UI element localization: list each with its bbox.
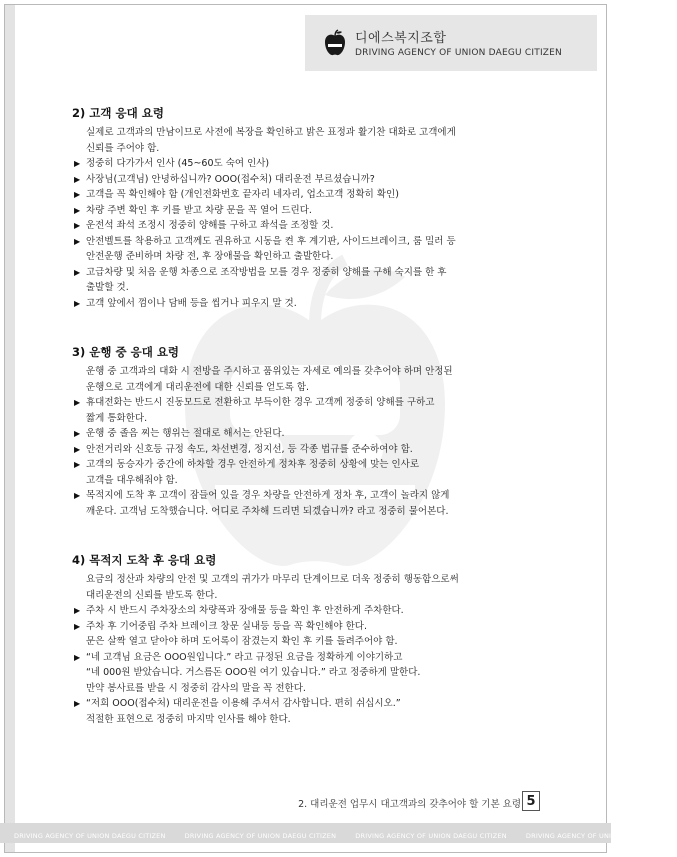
- footer-band-text: DRIVING AGENCY OF UNION DAEGU CITIZEN: [184, 832, 337, 840]
- arrow-bullet-icon: ▶: [74, 205, 81, 215]
- intro-line: 신뢰를 주어야 함.: [86, 142, 160, 154]
- item-line: 목적지에 도착 후 고객이 잠들어 있을 경우 차량을 안전하게 정차 후, 고객이 놀라지 않게: [86, 490, 450, 501]
- item-line: 안전거리와 신호등 규정 속도, 차선변경, 정지선, 등 각종 법규를 준수하여야 함.: [86, 443, 413, 455]
- footer-band-text: DRIVING AGENCY OF UNION DAEGU CITIZEN: [525, 832, 677, 840]
- bullet-list: [72, 395, 542, 519]
- item-line: 운전석 좌석 조정시 정중히 양해를 구하고 좌석을 조정할 것.: [86, 220, 334, 231]
- arrow-bullet-icon: ▶: [74, 652, 81, 662]
- item-line: 주차 후 기어중립 주차 브레이크 창문 실내등 등을 꼭 확인해야 한다.: [86, 620, 367, 632]
- section-title: 3) 운행 중 응대 요령: [72, 345, 180, 359]
- arrow-bullet-icon: ▶: [74, 398, 81, 407]
- arrow-bullet-icon: ▶: [74, 174, 81, 184]
- intro-line: 대리운전의 신뢰를 받도록 한다.: [86, 589, 218, 601]
- list-item: [72, 156, 542, 172]
- item-line: 짧게 통화한다.: [86, 412, 148, 424]
- footer-band-text: DRIVING AGENCY OF UNION DAEGU CITIZEN: [355, 832, 507, 840]
- arrow-bullet-icon: ▶: [74, 236, 81, 246]
- arrow-bullet-icon: ▶: [74, 298, 81, 308]
- section-at-destination: [72, 553, 542, 727]
- list-item: [72, 395, 542, 426]
- org-name-english: DRIVING AGENCY OF UNION DAEGU CITIZEN: [355, 48, 562, 58]
- item-line: 정중히 다가가서 인사 (45~60도 숙여 인사): [86, 158, 270, 169]
- footer-band: [0, 823, 677, 843]
- header-band: [305, 15, 597, 71]
- document-body: [72, 106, 542, 761]
- section-intro: [72, 125, 542, 156]
- arrow-bullet-icon: ▶: [74, 606, 81, 615]
- item-line: 차량 주변 확인 후 키를 받고 차량 문을 꼭 열어 드린다.: [86, 204, 312, 216]
- list-item: [72, 296, 542, 312]
- item-line: 고객을 꼭 확인해야 함 (개인전화번호 끝자리 네자리, 업소고객 정확히 확인): [86, 189, 399, 200]
- item-line: 주차 시 반드시 주차장소의 차량폭과 장애물 등을 확인 후 안전하게 주차한다.: [86, 605, 404, 616]
- list-item: [72, 696, 542, 727]
- list-item: [72, 203, 542, 219]
- list-item: [72, 488, 542, 519]
- arrow-bullet-icon: ▶: [74, 491, 81, 500]
- arrow-bullet-icon: ▶: [74, 190, 81, 199]
- intro-line: 요금의 정산과 차량의 안전 및 고객의 귀가가 마무리 단계이므로 더욱 정중히 행동함으로써: [86, 574, 459, 585]
- section-title: 2) 고객 응대 요령: [72, 106, 164, 120]
- item-line: 적절한 표현으로 정중히 마지막 인사를 해야 한다.: [86, 713, 291, 725]
- item-line: “네 000원 받았습니다. 거스름돈 OOO원 여기 있습니다.” 라고 정중하게 말한다.: [86, 667, 421, 678]
- section-customer-greeting: [72, 106, 542, 311]
- section-intro: [72, 572, 542, 603]
- page-number: 5: [522, 791, 540, 811]
- intro-line: 운행 중 고객과의 대화 시 전방을 주시하고 품위있는 자세로 예의를 갖추어야 하며 안정된: [86, 366, 453, 377]
- intro-line: 실제로 고객과의 만남이므로 사전에 복장을 확인하고 밝은 표정과 활기찬 대화로 고객에게: [86, 127, 456, 138]
- arrow-bullet-icon: ▶: [74, 460, 81, 469]
- item-line: 안전벨트를 착용하고 고객께도 권유하고 시동을 켠 후 계기판, 사이드브레이크, 룸 밀러 등: [86, 235, 456, 247]
- item-line: 안전운행 준비하며 차량 전, 후 장애물을 확인하고 출발한다.: [86, 251, 334, 262]
- section-intro: [72, 364, 542, 395]
- arrow-bullet-icon: ▶: [74, 699, 81, 708]
- item-line: 고급차량 및 처음 운행 차종으로 조작방법을 모를 경우 정중히 양해를 구해 숙지를 한 후: [86, 266, 447, 278]
- arrow-bullet-icon: ▶: [74, 267, 81, 277]
- section-title: 4) 목적지 도착 후 응대 요령: [72, 553, 217, 567]
- arrow-bullet-icon: ▶: [74, 221, 81, 230]
- list-item: [72, 218, 542, 234]
- arrow-bullet-icon: ▶: [74, 444, 81, 454]
- arrow-bullet-icon: ▶: [74, 159, 81, 168]
- item-line: 고객을 대우해줘야 함.: [86, 474, 178, 486]
- item-line: 문은 살짝 열고 닫아야 하며 도어록이 잠겼는지 확인 후 키를 돌려주어야 함.: [86, 636, 398, 647]
- arrow-bullet-icon: ▶: [74, 621, 81, 631]
- list-item: [72, 426, 542, 442]
- list-item: [72, 442, 542, 458]
- left-margin-shade: [5, 5, 15, 852]
- list-item: [72, 650, 542, 697]
- item-line: 깨운다. 고객님 도착했습니다. 어디로 주차해 드리면 되겠습니까? 라고 정중히 물어본다.: [86, 505, 449, 517]
- list-item: [72, 172, 542, 188]
- arrow-bullet-icon: ▶: [74, 429, 81, 438]
- list-item: [72, 619, 542, 650]
- list-item: [72, 187, 542, 203]
- chapter-footer-title: 2. 대리운전 업무시 대고객과의 갖추어야 할 기본 요령: [298, 799, 521, 810]
- item-line: 만약 봉사료를 받을 시 정중히 감사의 말을 꼭 전한다.: [86, 682, 306, 694]
- item-line: 사장님(고객님) 안녕하십니까? OOO(접수처) 대리운전 부르셨습니까?: [86, 173, 375, 185]
- item-line: “네 고객님 요금은 OOO원입니다.” 라고 규정된 요금을 정확하게 이야기하고: [86, 651, 403, 663]
- item-line: 출발할 것.: [86, 282, 129, 293]
- footer-band-text: DRIVING AGENCY OF UNION DAEGU CITIZEN: [14, 832, 166, 840]
- org-name-korean: 디에스복지조합: [355, 31, 447, 46]
- list-item: [72, 457, 542, 488]
- list-item: [72, 603, 542, 619]
- bullet-list: [72, 156, 542, 311]
- bullet-list: [72, 603, 542, 727]
- section-while-driving: [72, 345, 542, 519]
- item-line: 고객의 동승자가 중간에 하차할 경우 안전하게 정차후 정중히 상황에 맞는 인사로: [86, 459, 420, 470]
- intro-line: 운행으로 고객에게 대리운전에 대한 신뢰를 얻도록 함.: [86, 381, 310, 393]
- list-item: [72, 234, 542, 265]
- item-line: “저희 OOO(접수처) 대리운전을 이용해 주셔서 감사합니다. 편히 쉬십시오.”: [86, 698, 401, 709]
- item-line: 고객 앞에서 껌이나 담배 등을 씹거나 피우지 말 것.: [86, 297, 297, 309]
- list-item: [72, 265, 542, 296]
- apple-logo-icon: [323, 29, 347, 57]
- item-line: 휴대전화는 반드시 진동모드로 전환하고 부득이한 경우 고객께 정중히 양해를 구하고: [86, 397, 435, 408]
- item-line: 운행 중 졸음 찌는 행위는 절대로 해서는 안된다.: [86, 428, 285, 439]
